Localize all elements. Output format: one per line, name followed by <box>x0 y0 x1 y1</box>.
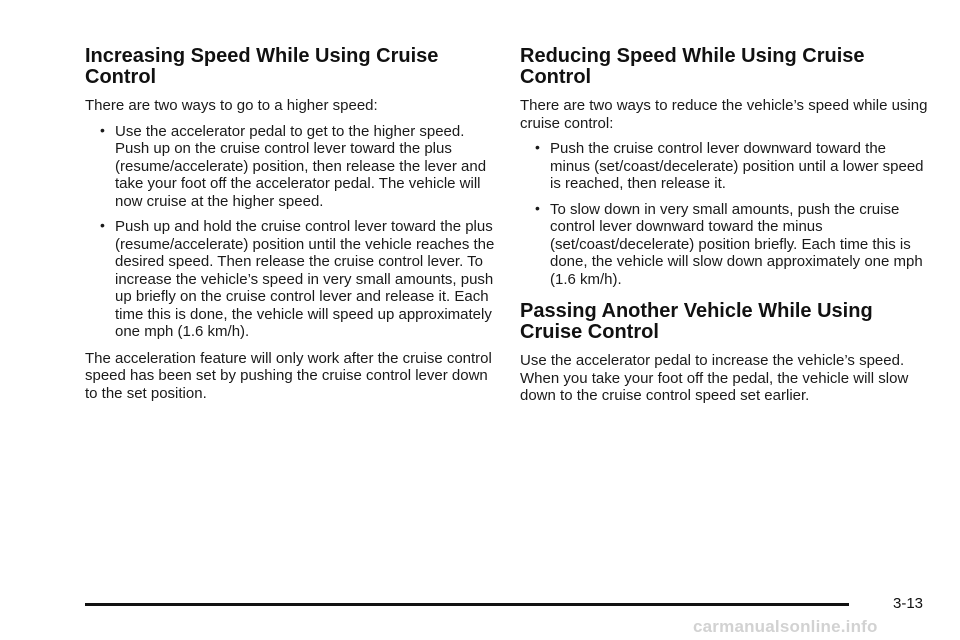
list-item <box>85 218 495 341</box>
bullet-icon: • <box>100 121 105 138</box>
bullet-list <box>520 140 930 288</box>
list-item-text: To slow down in very small amounts, push the cruise control lever downward toward the minus (set/coast/decelerate) position briefly. Each time this is done, the vehicle will slow down approximately one mph (1.6 km/h). <box>550 200 923 288</box>
right-column <box>520 46 930 413</box>
bullet-icon: • <box>535 139 540 155</box>
closing-paragraph: The acceleration feature will only work after the cruise control speed has been set by pushing the cruise control lever down to the set position. <box>85 349 492 402</box>
page-number: 3-13 <box>893 595 924 612</box>
section-heading-passing-vehicle: Passing Another Vehicle While Using Cruise Control <box>520 300 873 343</box>
list-item <box>85 123 495 211</box>
bullet-icon: • <box>535 199 540 216</box>
list-item-text: Push up and hold the cruise control lever toward the plus (resume/accelerate) position until the vehicle reaches the desired speed. Then release the cruise control lever. To increase the vehicle’s speed in very small amounts, push up briefly on the cruise control lever and release it. Each time this is done, the vehicle will speed up approximately one mph (1.6 km/h). <box>115 218 495 340</box>
section-heading-increasing-speed: Increasing Speed While Using Cruise Control <box>85 45 439 88</box>
list-item-text: Use the accelerator pedal to get to the higher speed. Push up on the cruise control lever toward the plus (resume/accelerate) position, then release the lever and take your foot off the accelerator pedal. The vehicle will now cruise at the higher speed. <box>115 122 487 210</box>
intro-paragraph: There are two ways to reduce the vehicle’s speed while using cruise control: <box>520 97 928 132</box>
body-paragraph: Use the accelerator pedal to increase the vehicle’s speed. When you take your foot off the pedal, the vehicle will slow down to the cruise control speed set earlier. <box>520 352 909 404</box>
watermark: carmanualsonline.info <box>693 617 878 636</box>
footer-rule <box>85 603 849 606</box>
list-item <box>520 201 930 289</box>
left-column <box>85 46 495 410</box>
list-item <box>520 140 930 193</box>
bullet-icon: • <box>100 217 105 233</box>
bullet-list <box>85 123 495 341</box>
section-heading-reducing-speed: Reducing Speed While Using Cruise Control <box>520 45 865 88</box>
intro-paragraph: There are two ways to go to a higher speed: <box>85 97 378 114</box>
list-item-text: Push the cruise control lever downward toward the minus (set/coast/decelerate) position until a lower speed is reached, then release it. <box>550 140 924 192</box>
